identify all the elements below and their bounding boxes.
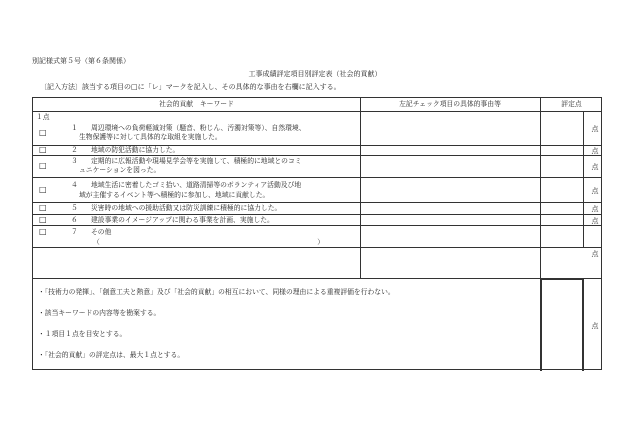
item-text: 地域生活に密着したゴミ拾い、道路清掃等のボランティア活動及び地 <box>91 181 302 189</box>
section-label: １点 <box>36 113 50 121</box>
item-checkbox[interactable]: □ <box>39 161 47 170</box>
item-text-continued: ュニケーションを図った。 <box>79 166 161 174</box>
total-score-unit: 点 <box>591 322 599 330</box>
keyword-column-header: 社会的貢献 キーワード <box>159 100 234 108</box>
page-title: 工事成績評定項目別評定表（社会的貢献） <box>248 70 382 78</box>
item-checkbox[interactable]: □ <box>39 203 47 212</box>
item-text: 災害時の地域への援助活動又は防災訓練に積極的に協力した。 <box>91 204 282 212</box>
score-unit: 点 <box>591 125 599 133</box>
item-checkbox[interactable]: □ <box>39 145 47 154</box>
item-number: ６ <box>71 216 78 224</box>
item-number: ４ <box>71 181 78 189</box>
reason-column-header: 左記チェック項目の具体的事由等 <box>399 100 501 108</box>
item-checkbox[interactable]: □ <box>39 185 47 194</box>
score-unit: 点 <box>591 187 599 195</box>
item-text: 周辺環境への負荷軽減対策（騒音、粉じん、汚濁対策等）、自然環境、 <box>91 124 306 132</box>
note-line: ・該当キーワードの内容等を勘案する。 <box>38 309 161 317</box>
score-unit: 点 <box>591 250 599 258</box>
item-checkbox[interactable]: □ <box>39 227 47 236</box>
other-input-parentheses[interactable]: （ ） <box>93 238 325 246</box>
score-unit: 点 <box>591 163 599 171</box>
item-text-continued: 生物保護等に対して具体的な取組を実施した。 <box>79 133 222 141</box>
score-unit: 点 <box>591 205 599 213</box>
score-unit: 点 <box>591 147 599 155</box>
instruction-text: 〔記入方法〕該当する項目の□に「レ」マークを記入し、その具体的な事由を右欄に記入する。 <box>40 83 341 91</box>
item-number: ３ <box>71 157 78 165</box>
score-column-header: 評定点 <box>561 100 582 108</box>
item-number: ５ <box>71 204 78 212</box>
note-line: ・１項目１点を目安とする。 <box>38 330 127 338</box>
item-checkbox[interactable]: □ <box>39 215 47 224</box>
item-checkbox[interactable]: □ <box>39 128 47 137</box>
item-number: ７ <box>71 228 78 236</box>
item-text: 定期的に広報活動や現場見学会等を実施して、積極的に地域とのコミ <box>91 157 302 165</box>
item-text: 地域の防犯活動に協力した。 <box>91 146 180 154</box>
evaluation-table <box>32 97 602 370</box>
form-number: 別記様式第５号（第６条関係） <box>32 57 130 65</box>
item-text: その他 <box>91 228 112 236</box>
item-text: 建設事業のイメージアップに関わる事業を計画、実施した。 <box>91 216 274 224</box>
note-line: ・「技術力の発揮」、「創意工夫と熱意」及び「社会的貢献」の相互において、同様の理由による重複評価を行わない。 <box>38 288 395 296</box>
note-line: ・「社会的貢献」の評定点は、最大１点とする。 <box>38 351 185 359</box>
item-number: １ <box>71 124 78 132</box>
item-text-continued: 域が主催するイベント等へ積極的に参加し、地域に貢献した。 <box>79 191 270 199</box>
score-unit: 点 <box>591 217 599 225</box>
item-number: ２ <box>71 146 78 154</box>
